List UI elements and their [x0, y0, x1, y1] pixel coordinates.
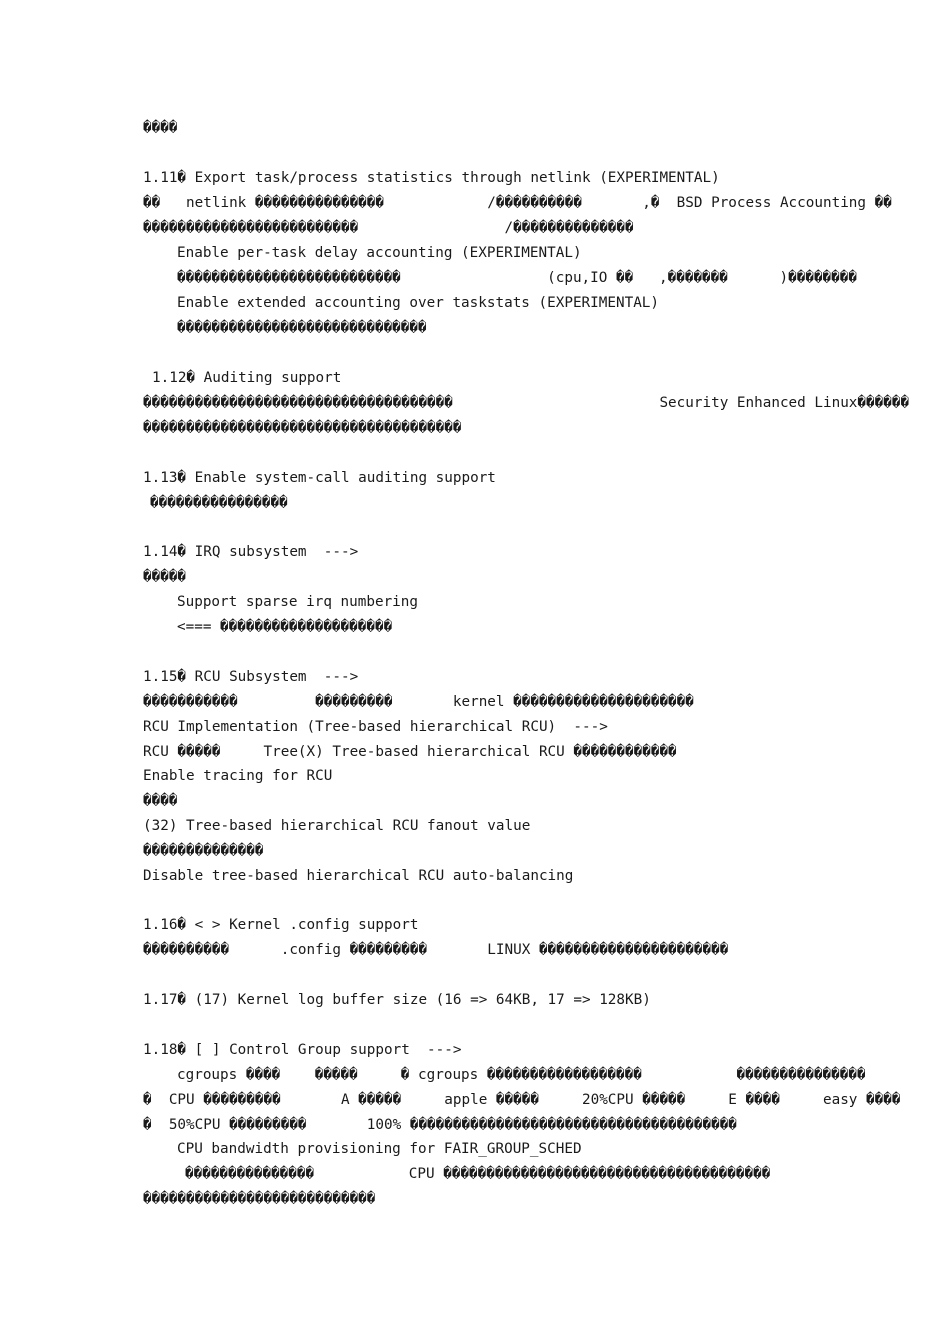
option-line: (32) Tree-based hierarchical RCU fanout value — [143, 818, 531, 834]
text-line: ������������������������������������� — [143, 420, 462, 436]
text-line: <=== �������������������� — [177, 619, 393, 635]
option-line: Support sparse irq numbering — [177, 594, 419, 610]
option-line: RCU Implementation (Tree-based hierarchical RCU) ---> — [143, 719, 608, 735]
section-heading-1-17: 1.17� (17) Kernel log buffer size (16 => 64KB, 17 => 128KB) — [143, 992, 651, 1008]
text-line: RCU ����� Tree(X) Tree-based hierarchical RCU ������������ — [143, 744, 677, 760]
text-line: ��������������� CPU �������������������������������������� — [185, 1166, 771, 1182]
option-line: Disable tree-based hierarchical RCU auto-balancing — [143, 868, 574, 884]
text-line: ���������������� — [150, 495, 288, 511]
section-heading-1-13: 1.13� Enable system-call auditing support — [143, 470, 496, 486]
section-heading-1-12: 1.12� Auditing support — [152, 370, 342, 386]
text-line: � CPU ��������� A ����� apple ����� 20%CPU ����� E ���� easy ���� — [143, 1092, 901, 1108]
option-line: CPU bandwidth provisioning for FAIR_GROUP_SCHED — [177, 1141, 582, 1157]
option-line: Enable per-task delay accounting (EXPERIMENTAL) — [177, 245, 582, 261]
option-line: Enable tracing for RCU — [143, 768, 333, 784]
text-line: � 50%CPU ��������� 100% �������������������������������������� — [143, 1117, 737, 1133]
section-heading-1-18: 1.18� [ ] Control Group support ---> — [143, 1042, 462, 1058]
section-heading-1-11: 1.11� Export task/process statistics through netlink (EXPERIMENTAL) — [143, 170, 720, 186]
section-heading-1-14: 1.14� IRQ subsystem ---> — [143, 544, 359, 560]
text-line: ���������� .config ��������� LINUX ���������������������� — [143, 942, 729, 958]
text-line: ����� — [143, 569, 187, 585]
text-line: �������������� — [143, 843, 264, 859]
text-line: ������������������������� /�������������� — [143, 220, 634, 236]
text-line: ����������������������������� — [177, 320, 427, 336]
option-line: Enable extended accounting over taskstats (EXPERIMENTAL) — [177, 295, 660, 311]
text-line: ������������������������������������ Security Enhanced Linux������ — [143, 395, 910, 411]
text-line: �������������������������� (cpu,IO �� ,������� )�������� — [177, 270, 857, 286]
section-heading-1-16: 1.16� < > Kernel .config support — [143, 917, 419, 933]
text-line: ����������� ��������� kernel ��������������������� — [143, 694, 694, 710]
section-heading-1-15: 1.15� RCU Subsystem ---> — [143, 669, 359, 685]
text-line: cgroups ���� ����� � cgroups ������������������ ��������������� — [177, 1067, 866, 1083]
text-line: �� netlink ��������������� /���������� ,� BSD Process Accounting �� — [143, 195, 892, 211]
text-line: ��������������������������� — [143, 1191, 376, 1207]
text-line: ���� — [143, 120, 178, 136]
text-line: ���� — [143, 793, 178, 809]
